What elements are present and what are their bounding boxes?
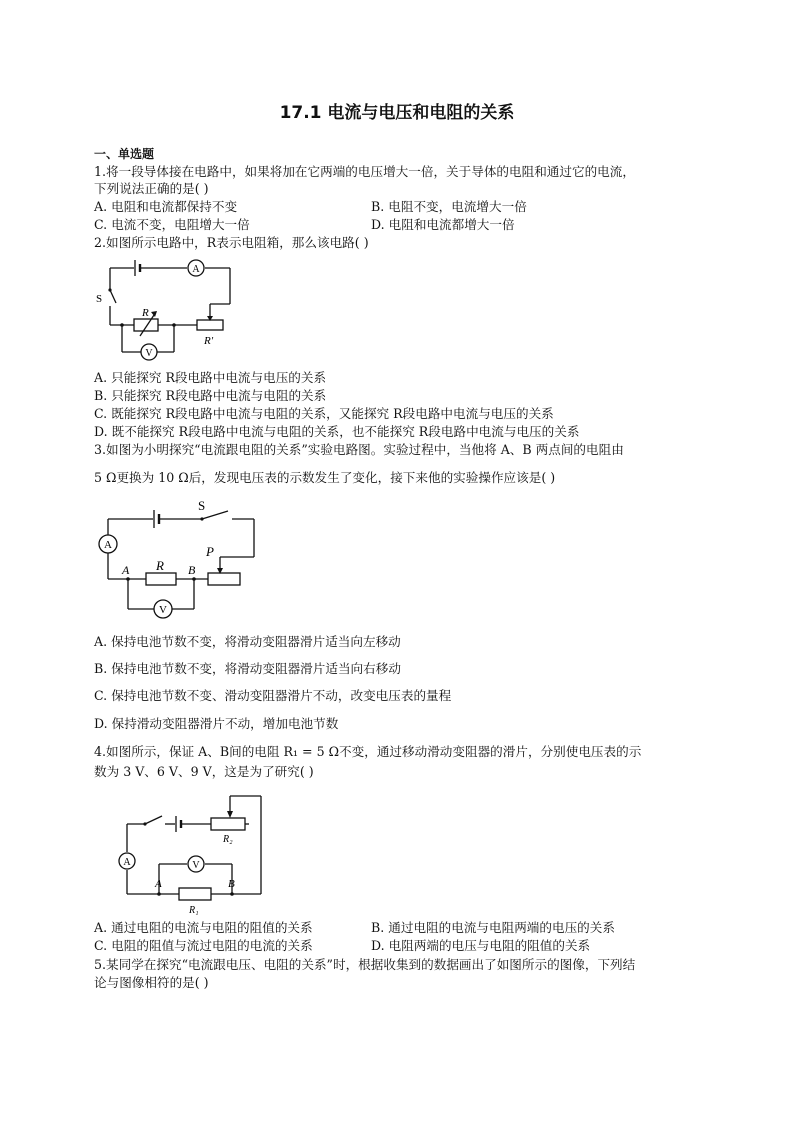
slider-label: P bbox=[206, 544, 214, 559]
q4-option-a: A. 通过电阻的电流与电阻的阻值的关系 bbox=[94, 920, 313, 935]
q1-option-a: A. 电阻和电流都保持不变 bbox=[94, 199, 238, 214]
q5-stem-line2: 论与图像相符的是( ) bbox=[94, 975, 209, 990]
svg-text:A: A bbox=[104, 539, 112, 551]
q4-stem-line1: 4.如图所示，保证 A、B间的电阻 R₁ = 5 Ω不变，通过移动滑动变阻器的滑片，分别使电压表的示 bbox=[94, 744, 642, 759]
resistor-label: R bbox=[156, 558, 164, 573]
voltmeter bbox=[154, 600, 172, 618]
node-a-label: A bbox=[155, 878, 162, 890]
q1-option-b: B. 电阻不变，电流增大一倍 bbox=[371, 199, 527, 214]
r1-label: R₁ bbox=[189, 905, 199, 916]
q3-option-c: C. 保持电池节数不变、滑动变阻器滑片不动，改变电压表的量程 bbox=[94, 688, 452, 703]
q4-option-d: D. 电阻两端的电压与电阻的阻值的关系 bbox=[371, 938, 591, 953]
q3-circuit-diagram bbox=[92, 493, 272, 625]
q2-option-d: D. 既不能探究 R段电路中电流与电阻的关系，也不能探究 R段电路中电流与电压的关系 bbox=[94, 424, 580, 439]
q4-stem-line2: 数为 3 V、6 V、9 V，这是为了研究( ) bbox=[94, 764, 314, 779]
voltmeter bbox=[188, 856, 204, 872]
switch-label: S bbox=[96, 293, 103, 305]
ammeter bbox=[119, 853, 135, 869]
q2-option-c: C. 既能探究 R段电路中电流与电阻的关系，又能探究 R段电路中电流与电压的关系 bbox=[94, 406, 554, 421]
svg-text:A: A bbox=[192, 264, 200, 275]
node-b-label: B bbox=[188, 563, 196, 577]
svg-text:A: A bbox=[123, 857, 131, 868]
r2-label: R₂ bbox=[223, 834, 233, 845]
voltmeter bbox=[141, 344, 157, 360]
q5-stem-line1: 5.某同学在探究“电流跟电压、电阻的关系”时，根据收集到的数据画出了如图所示的图像，下列结 bbox=[94, 957, 636, 972]
ammeter bbox=[99, 535, 117, 553]
q2-option-a: A. 只能探究 R段电路中电流与电压的关系 bbox=[94, 370, 327, 385]
switch-blade bbox=[145, 816, 162, 824]
q2-stem: 2.如图所示电路中，R表示电阻箱，那么该电路( ) bbox=[94, 235, 369, 250]
q1-option-c: C. 电流不变，电阻增大一倍 bbox=[94, 217, 250, 232]
q4-option-b: B. 通过电阻的电流与电阻两端的电压的关系 bbox=[371, 920, 615, 935]
switch-label: S bbox=[198, 498, 206, 513]
q1-stem-line1: 1.将一段导体接在电路中，如果将加在它两端的电压增大一倍，关于导体的电阻和通过它的电流， bbox=[94, 164, 635, 179]
q1-option-d: D. 电阻和电流都增大一倍 bbox=[371, 217, 515, 232]
svg-text:V: V bbox=[192, 860, 200, 871]
q3-stem-line1: 3.如图为小明探究“电流跟电阻的关系”实验电路图。实验过程中，当他将 A、B 两点间的电阻由 bbox=[94, 442, 624, 457]
q1-stem-line2: 下列说法正确的是( ) bbox=[94, 181, 209, 196]
resistor-label: R bbox=[142, 307, 149, 319]
q3-option-d: D. 保持滑动变阻器滑片不动，增加电池节数 bbox=[94, 716, 339, 731]
node-b-label: B bbox=[228, 878, 235, 890]
q4-circuit-diagram bbox=[115, 790, 275, 918]
q3-option-a: A. 保持电池节数不变，将滑动变阻器滑片适当向左移动 bbox=[94, 634, 401, 649]
q3-option-b: B. 保持电池节数不变，将滑动变阻器滑片适当向右移动 bbox=[94, 661, 401, 676]
rheostat-label: R′ bbox=[204, 335, 214, 347]
switch-blade bbox=[110, 290, 116, 303]
q3-stem-line2: 5 Ω更换为 10 Ω后，发现电压表的示数发生了变化，接下来他的实验操作应该是( ) bbox=[94, 470, 556, 485]
ammeter bbox=[188, 260, 204, 276]
svg-text:V: V bbox=[159, 604, 167, 616]
q4-option-c: C. 电阻的阻值与流过电阻的电流的关系 bbox=[94, 938, 313, 953]
switch-blade bbox=[202, 511, 228, 519]
page-title: 17.1 电流与电压和电阻的关系 bbox=[279, 103, 515, 123]
svg-text:V: V bbox=[145, 348, 153, 359]
section-heading: 一、单选题 bbox=[94, 147, 155, 161]
q2-circuit-diagram bbox=[90, 254, 250, 369]
q2-option-b: B. 只能探究 R段电路中电流与电阻的关系 bbox=[94, 388, 327, 403]
node-a-label: A bbox=[122, 563, 130, 577]
